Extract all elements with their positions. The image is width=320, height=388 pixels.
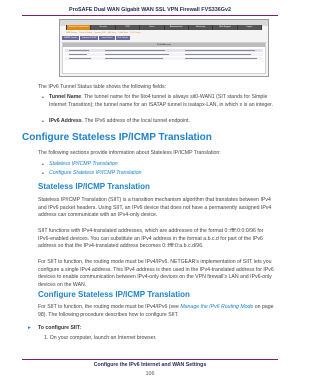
footer-rule: [22, 359, 278, 360]
nav-item[interactable]: Logout: [238, 25, 261, 30]
tab-status[interactable]: Tunnel Status: [101, 37, 113, 39]
subnav-item[interactable]: IPv6 Tunnels: [130, 32, 141, 34]
paragraph: [38, 304, 276, 319]
subsection-heading: Stateless IP/ICMP Translation: [38, 182, 150, 191]
nav-item[interactable]: Users: [140, 25, 163, 30]
bullet-tunnel-name: [49, 94, 277, 109]
nav-item[interactable]: Security: [91, 25, 114, 30]
nav-item[interactable]: Network Configuration: [68, 26, 89, 28]
panel-title: IPv6 Addresses: [63, 43, 265, 47]
paragraph: Stateless IP/ICMP Translation (SIIT) is a transition mechanism algorithm that translates between IPv4 and IPv6 packet headers. Using SIIT, an IPv6 device that does not have a permanently assigned IPv4 address can communicate with an IPv4-only device.: [38, 197, 272, 218]
ui-screenshot: [59, 19, 269, 77]
table-row: [65, 53, 263, 56]
nav-item[interactable]: VPN: [116, 25, 139, 30]
nav-item[interactable]: Administration: [165, 25, 188, 30]
screenshot-panel: [62, 42, 266, 74]
term-ipv6-address: IPv6 Address: [49, 118, 82, 124]
step-1: 1. On your computer, launch an Internet browser.: [44, 335, 157, 341]
header-rule: [22, 15, 278, 16]
subnav-item[interactable]: Dynamic DNS: [94, 32, 106, 34]
subsection-heading: Configure Stateless IP/ICMP Translation: [38, 290, 190, 299]
bullet-icon: •: [42, 95, 44, 101]
text-segment: For SIIT to function, the routing mode must be IPv4/IPv6 (see: [38, 304, 181, 310]
desc-tunnel-name: . The tunnel name for the 6to4 tunnel is always sit0-WAN1 (SIT stands for Simple Internet Transition); the tunnel name for an ISATAP tunnel is isatapx-LAN, in which x is an integer.: [49, 94, 274, 108]
subnav-item[interactable]: Protocol Binding: [79, 32, 93, 34]
table-row: [65, 57, 263, 60]
subnav-item[interactable]: Traffic Meter: [118, 32, 129, 34]
bullet-ipv6-address: [49, 118, 277, 126]
screenshot-tabs: [62, 36, 266, 40]
link-routing-mode[interactable]: Manage the IPv6 Routing Mode: [180, 304, 254, 310]
link-configure-siit[interactable]: Configure Stateless IP/ICMP Translation: [49, 170, 142, 176]
bullet-icon: •: [42, 162, 44, 168]
text-segment: on page 98). The following procedure describes how to configure SIIT.: [38, 304, 274, 318]
footer-title: Configure the IPv6 Internet and WAN Settings: [93, 362, 207, 368]
tab-isatap[interactable]: ISATAP Tunnels: [64, 37, 77, 39]
screenshot-subnav: [66, 31, 262, 35]
subnav-item[interactable]: LAN Setup: [107, 32, 117, 34]
nav-item[interactable]: Web Support: [213, 25, 236, 30]
bullet-icon: •: [42, 119, 44, 125]
screenshot-nav: [66, 25, 262, 30]
page-number: 106: [145, 371, 155, 377]
bullet-icon: •: [42, 171, 44, 177]
page-header-title: ProSAFE Dual WAN Gigabit WAN SSL VPN Firewall FVS336Gv2: [69, 7, 231, 13]
desc-ipv6-address: . The IPv6 address of the local tunnel endpoint.: [81, 118, 191, 124]
paragraph: For SIIT to function, the routing mode must be IPv4/IPv6. NETGEAR’s implementation of SIIT lets you configure a single IPv4 address. This IPv4 address is then used in the IPv4-translated address for IPv6 devices to enable communication between IPv4-only devices on the VPN firewall’s LAN and IPv6-only devices on the WAN.: [38, 259, 274, 288]
link-siit[interactable]: Stateless IP/ICMP Translation: [49, 161, 118, 167]
section-heading: Configure Stateless IP/ICMP Translation: [22, 132, 212, 143]
table-row: [65, 49, 263, 52]
tab-tunnels[interactable]: IPv6 Tunnels: [117, 37, 128, 39]
subnav-item[interactable]: WAN Settings: [66, 32, 78, 34]
paragraph: SIIT functions with IPv4-translated addresses, which are addresses of the format 0::ffff:0:0:0/96 for IPv6-enabled devices. You can substitute an IPv4 address in the format a.b.c.d for part of the IPv6 address so that the IPv4-translated address becomes 0::ffff:0:a.b.c.d/96.: [38, 228, 264, 249]
intro-text: The IPv6 Tunnel Status table shows the following fields:: [38, 84, 167, 90]
sections-intro: The following sections provide information about Stateless IP/ICMP Translation:: [38, 150, 221, 156]
nav-item[interactable]: Monitoring: [189, 25, 212, 30]
arrow-icon: ▸: [28, 325, 31, 331]
task-heading: To configure SIIT:: [38, 325, 82, 331]
term-tunnel-name: Tunnel Name: [49, 94, 82, 100]
tab-siit[interactable]: Stateless IP/ICMP: [81, 37, 97, 39]
